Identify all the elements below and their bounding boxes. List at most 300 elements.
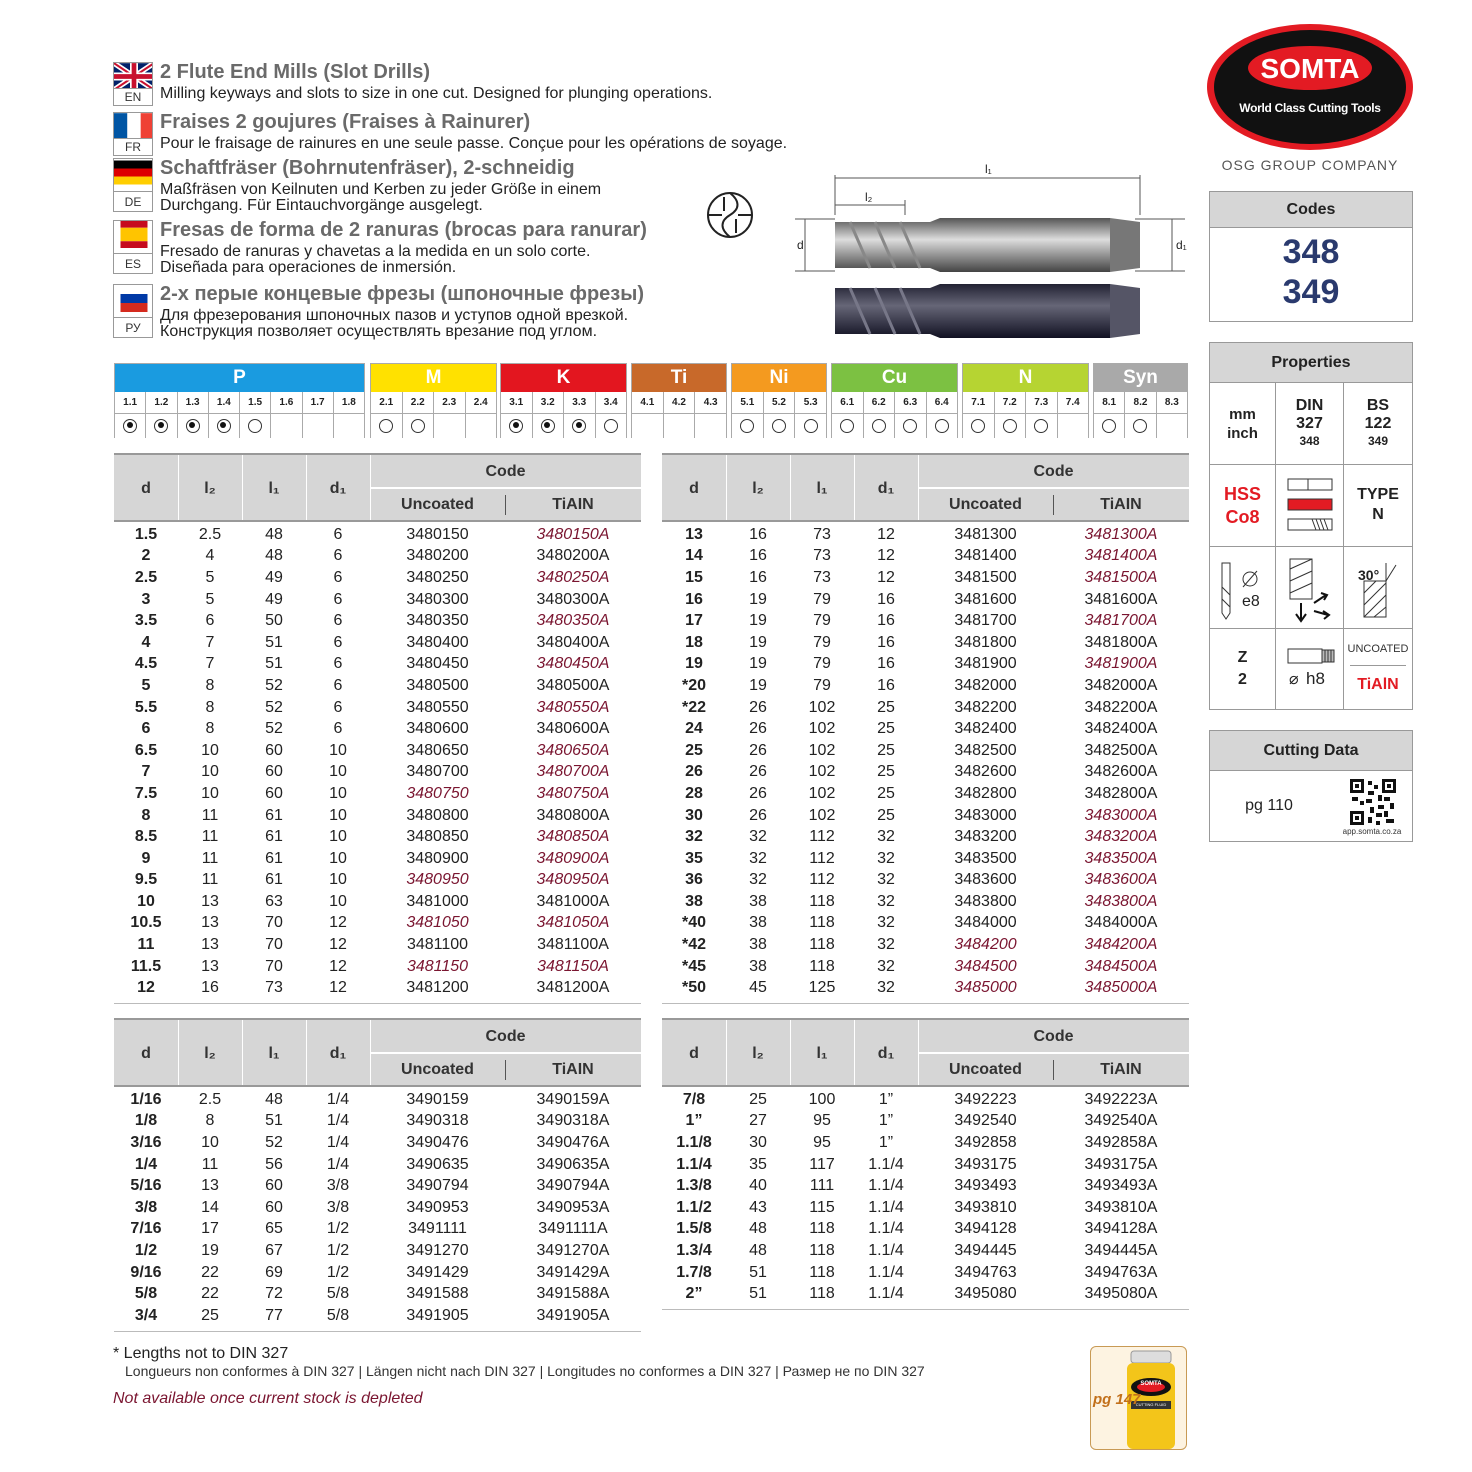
table-row [662,934,1189,956]
header-uncoated: Uncoated [401,496,474,513]
cell-l1: 102 [808,720,836,738]
cell-l1: 70 [265,936,283,954]
table-row [662,848,1189,870]
cell-l1: 72 [265,1285,283,1303]
material-subgroup-code: 7.3 [1026,392,1057,414]
shank-tolerance-label: e8 [1242,593,1260,610]
cell-l2: 13 [201,914,219,932]
cell-uncoated-code: 3483800 [954,892,1017,910]
cell-d1: 1.1/4 [868,1241,904,1259]
header-d: d [141,480,151,497]
material-group-label: P [115,364,364,392]
table-row [114,783,641,805]
material-subgroup [732,392,764,438]
table-row [662,1219,1189,1241]
header-code: Code [1033,1028,1074,1045]
cell-d1: 16 [877,655,895,673]
table-row [114,740,641,762]
din-number: 327 [1296,415,1323,432]
cell-l1: 67 [265,1241,283,1259]
cell-l1: 60 [265,1177,283,1195]
cell-tialn-code: 3481100A [537,936,609,954]
cell-d1: 25 [877,806,895,824]
cell-d: 7/16 [130,1220,162,1238]
cell-d: 14 [685,547,703,565]
material-subgroup [795,392,826,438]
cell-l1: 51 [265,655,283,673]
cell-tialn-code: 3484500A [1084,957,1158,975]
cell-l2: 40 [749,1177,767,1195]
cell-d1: 3/8 [326,1177,350,1195]
cell-d1: 1/2 [326,1263,350,1281]
cell-l1: 117 [809,1155,835,1173]
language-description: Fresado de ranuras y chavetas a la medida en un solo corte. [160,243,591,260]
cell-d: 1.3/8 [676,1177,712,1195]
cell-uncoated-code: 3483500 [954,849,1017,867]
cell-l2: 11 [201,806,219,824]
material-group-label: Cu [832,364,957,392]
code-348: 348 [1282,233,1340,271]
cell-tialn-code: 3494128A [1084,1220,1158,1238]
suitable-filled-icon [123,419,137,433]
cell-l2: 38 [749,892,767,910]
cell-l2: 7 [205,633,215,651]
material-subgroup-code: 4.2 [664,392,695,414]
cell-tialn-code: 3482000A [1084,676,1158,694]
cell-uncoated-code: 3481150 [406,957,469,975]
table-header [114,453,641,522]
cell-l2: 51 [749,1285,767,1303]
cell-uncoated-code: 3481700 [954,612,1017,630]
cell-uncoated-code: 3484000 [954,914,1017,932]
cell-d1: 1.1/4 [868,1198,904,1216]
language-description: Maßfräsen von Keilnuten und Kerben zu jeder Größe in einem [160,181,602,198]
russia-flag-icon [113,284,153,318]
material-subgroup [632,392,664,438]
cutting-fluid-ad[interactable] [1090,1346,1187,1450]
cell-d1: 12 [877,525,895,543]
cell-d1: 6 [333,612,343,630]
cell-l1: 50 [265,612,283,630]
cell-d1: 6 [333,525,343,543]
cell-l1: 102 [808,763,836,781]
codes-title: Codes [1210,192,1412,228]
cutting-data-url[interactable]: app.somta.co.za [1342,827,1402,836]
cell-l2: 2.5 [198,1090,222,1108]
cell-d1: 1” [878,1090,894,1108]
cell-l2: 38 [749,936,767,954]
cell-l2: 8 [205,720,215,738]
cell-tialn-code: 3494445A [1084,1241,1158,1259]
cell-tialn-code: 3484000A [1084,914,1158,932]
cell-uncoated-code: 3480450 [406,655,469,673]
cell-l2: 32 [749,828,767,846]
cell-l2: 45 [749,979,767,997]
cell-d: 9/16 [130,1263,162,1281]
material-subgroup-code: 5.1 [732,392,763,414]
cell-l2: 25 [749,1090,767,1108]
table-row [114,1240,641,1262]
cell-tialn-code: 3483600A [1084,871,1158,889]
header-d: d [689,1045,699,1062]
table-row [114,1262,641,1284]
language-description: Diseñada para operaciones de inmersión. [160,259,457,276]
header-code: Code [1033,463,1074,480]
cell-tialn-code: 3491588A [536,1285,610,1303]
cell-l1: 111 [809,1177,835,1195]
suitable-empty-icon [804,419,818,433]
material-subgroup [664,392,696,438]
table-row [662,891,1189,913]
cell-tialn-code: 3492858A [1084,1133,1158,1151]
cell-d: 38 [685,892,703,910]
cell-tialn-code: 3480500A [536,676,610,694]
cell-tialn-code: 3481050A [536,914,610,932]
table-row [114,1197,641,1219]
cell-uncoated-code: 3480900 [406,849,469,867]
cell-l1: 61 [265,871,283,889]
cell-d: 26 [685,763,703,781]
cell-l2: 11 [201,849,219,867]
cell-l1: 79 [813,655,831,673]
cell-tialn-code: 3480700A [536,763,610,781]
cell-l1: 79 [813,590,831,608]
table-row [662,956,1189,978]
material-subgroup-code: 1.8 [334,392,364,414]
cell-l1: 112 [809,871,835,889]
suitable-empty-icon [935,419,949,433]
material-group-cu [831,363,958,438]
cell-uncoated-code: 3481300 [954,525,1017,543]
cell-d: 24 [685,720,703,738]
material-subgroup [764,392,796,438]
cell-l1: 49 [265,590,283,608]
material-subgroup-code: 8.3 [1157,392,1187,414]
table-row [114,697,641,719]
material-subgroup-code: 3.1 [501,392,532,414]
cell-uncoated-code: 3494445 [954,1241,1017,1259]
qr-code-icon[interactable] [1350,779,1396,825]
material-subgroup [271,392,302,438]
cell-d: 3/16 [130,1133,162,1151]
cell-l2: 38 [749,914,767,932]
language-title: Fresas de forma de 2 ranuras (brocas para ranurar) [160,219,647,241]
cell-l2: 26 [749,806,767,824]
material-hss: HSS [1223,484,1261,504]
uk-flag-icon [113,62,153,89]
flutes-label: Z [1237,649,1248,666]
suitable-empty-icon [1133,419,1147,433]
cell-l1: 100 [808,1090,836,1108]
cell-d1: 10 [329,871,347,889]
table-row [662,870,1189,892]
cell-uncoated-code: 3492858 [954,1133,1017,1151]
cell-d: 10 [137,892,155,910]
cell-l1: 52 [265,720,283,738]
cell-d: 1.7/8 [676,1263,712,1281]
language-code: DE [113,192,153,212]
header-uncoated: Uncoated [401,1061,474,1078]
table-row [114,1089,641,1111]
table-row [114,826,641,848]
cell-l2: 43 [749,1198,767,1216]
cell-tialn-code: 3480450A [536,655,610,673]
material-subgroup [864,392,896,438]
cell-tialn-code: 3492223A [1084,1090,1158,1108]
cell-uncoated-code: 3482800 [954,784,1017,802]
cell-d: *40 [681,914,707,932]
language-description: Для фрезерования шпоночных пазов и уступов одной врезкой. [160,307,629,324]
cell-d: 1.1/8 [676,1133,712,1151]
material-subgroup-code: 3.3 [564,392,595,414]
cell-l2: 13 [201,936,219,954]
diagram-label-d1: d₁ [1176,238,1187,252]
cell-uncoated-code: 3492223 [954,1090,1017,1108]
cell-l2: 8 [205,698,215,716]
table-row [114,891,641,913]
material-subgroup [334,392,364,438]
suitable-empty-icon [840,419,854,433]
language-code: FR [113,139,153,156]
cell-tialn-code: 3480250A [536,568,610,586]
dimension-table-0 [114,453,641,1004]
cell-d: 9.5 [134,871,158,889]
table-row [114,1219,641,1241]
cell-d1: 1/4 [326,1090,350,1108]
cell-l1: 125 [808,979,836,997]
suitable-empty-icon [604,419,618,433]
material-subgroup [1026,392,1058,438]
cell-l2: 26 [749,763,767,781]
cell-uncoated-code: 3495080 [954,1285,1017,1303]
cell-d1: 16 [877,612,895,630]
cell-l1: 61 [265,849,283,867]
cell-l2: 25 [201,1306,219,1324]
material-subgroup-code: 1.1 [115,392,145,414]
suitable-filled-icon [217,419,231,433]
cell-uncoated-code: 3493493 [954,1177,1017,1195]
cell-l1: 77 [265,1306,283,1324]
cell-l2: 26 [749,784,767,802]
cell-d: 10.5 [130,914,162,932]
cell-l2: 11 [201,828,219,846]
cell-uncoated-code: 3481900 [954,655,1017,673]
suitable-empty-icon [1003,419,1017,433]
cell-l1: 70 [265,957,283,975]
material-subgroup-code: 2.1 [371,392,402,414]
cell-d: 7 [141,763,151,781]
suitable-empty-icon [903,419,917,433]
coating-tialn: TiAlN [1357,676,1399,693]
material-group-n [962,363,1089,438]
cell-tialn-code: 3480850A [536,828,610,846]
table-row [662,805,1189,827]
cell-tialn-code: 3491429A [536,1263,610,1281]
cell-d: 6.5 [134,741,158,759]
cell-d1: 5/8 [326,1285,350,1303]
material-group-k [500,363,627,438]
cell-d: 32 [685,828,703,846]
cell-tialn-code: 3484200A [1084,936,1158,954]
cell-l2: 38 [749,957,767,975]
material-subgroup-code: 1.6 [271,392,301,414]
cell-tialn-code: 3493810A [1084,1198,1158,1216]
cell-d: 1.3/4 [676,1241,712,1259]
cell-uncoated-code: 3481000 [406,892,469,910]
cell-d1: 1/4 [326,1112,350,1130]
cell-l2: 13 [201,957,219,975]
bs-code: 349 [1367,434,1389,448]
cell-l1: 102 [808,741,836,759]
cell-d1: 32 [877,914,895,932]
material-subgroup [695,392,726,438]
unit-inch: inch [1227,425,1258,442]
cutting-data-page[interactable]: pg 110 [1245,797,1293,814]
cell-d1: 32 [877,828,895,846]
cell-tialn-code: 3482800A [1084,784,1158,802]
cell-l1: 102 [808,784,836,802]
cell-l1: 52 [265,676,283,694]
cell-d: *22 [681,698,707,716]
material-subgroup-code: 5.2 [764,392,795,414]
header-d1: d₁ [877,480,895,497]
cell-d1: 1.1/4 [868,1263,904,1281]
cell-l2: 13 [201,1177,219,1195]
material-subgroup [564,392,596,438]
cell-d: 18 [685,633,703,651]
table-row [114,567,641,589]
cell-tialn-code: 3482400A [1084,720,1158,738]
material-group-label: K [501,364,626,392]
cell-d1: 25 [877,784,895,802]
cell-l1: 51 [265,1112,283,1130]
material-subgroup-code: 7.1 [963,392,994,414]
cell-tialn-code: 3481000A [536,892,610,910]
cell-uncoated-code: 3490635 [406,1155,469,1173]
table-row [114,977,641,999]
cell-uncoated-code: 3481500 [954,568,1017,586]
cell-l1: 118 [809,957,835,975]
cell-tialn-code: 3480600A [536,720,610,738]
cell-d: 3/8 [134,1198,158,1216]
material-subgroup [596,392,627,438]
material-subgroup-code: 3.2 [533,392,564,414]
table-row [114,718,641,740]
table-row [114,610,641,632]
cell-d: 7.5 [134,784,158,802]
cell-uncoated-code: 3490953 [406,1198,469,1216]
footnote-stock: Not available once current stock is depleted [113,1390,423,1407]
cell-d1: 32 [877,892,895,910]
cell-d1: 25 [877,720,895,738]
material-subgroup [303,392,334,438]
cell-d1: 6 [333,568,343,586]
cell-d1: 1/2 [326,1241,350,1259]
material-subgroup [927,392,958,438]
cell-l1: 102 [808,698,836,716]
shank-tolerance-icon [1210,547,1276,629]
material-group-ti [631,363,727,438]
cell-d1: 1/2 [326,1220,350,1238]
cell-tialn-code: 3480750A [536,784,610,802]
material-subgroup-code: 1.4 [209,392,239,414]
cell-tialn-code: 3481400A [1084,547,1158,565]
table-row [114,848,641,870]
cell-d1: 10 [329,763,347,781]
material-group-label: N [963,364,1088,392]
cell-l2: 11 [201,1155,219,1173]
cell-l2: 51 [749,1263,767,1281]
material-subgroup-code: 7.2 [995,392,1026,414]
cell-tialn-code: 3480350A [536,612,610,630]
suitable-filled-icon [541,419,555,433]
cell-d1: 6 [333,720,343,738]
cell-uncoated-code: 3480350 [406,612,469,630]
cell-l2: 48 [749,1241,767,1259]
cell-d: 17 [685,612,703,630]
cell-d1: 16 [877,676,895,694]
material-subgroup [832,392,864,438]
suitable-empty-icon [772,419,786,433]
cell-d: *42 [681,936,707,954]
cell-uncoated-code: 3483600 [954,871,1017,889]
table-row [662,783,1189,805]
cell-l2: 11 [201,871,219,889]
cutting-data-box [1209,730,1413,842]
header-uncoated: Uncoated [949,1061,1022,1078]
cell-d: 1.5 [134,525,158,543]
cell-d: 19 [685,655,703,673]
material-subgroup-code: 3.4 [596,392,627,414]
table-row [114,1132,641,1154]
cell-uncoated-code: 3485000 [954,979,1017,997]
cell-d1: 10 [329,828,347,846]
header-l1: l₁ [816,480,828,497]
cell-l2: 6 [205,612,215,630]
material-subgroup [146,392,177,438]
cell-l1: 73 [813,525,831,543]
cell-d1: 1.1/4 [868,1285,904,1303]
table-row [114,762,641,784]
table-row [662,1283,1189,1305]
cell-d: *45 [681,957,707,975]
cell-l2: 32 [749,849,767,867]
diagram-label-l2: l₂ [865,190,873,204]
cell-uncoated-code: 3491270 [406,1241,469,1259]
cell-uncoated-code: 3480200 [406,547,469,565]
code-349: 349 [1282,273,1340,311]
table-row [662,1089,1189,1111]
material-subgroup-code: 2.4 [466,392,497,414]
cell-l2: 26 [749,720,767,738]
language-code: РУ [113,318,153,338]
cell-tialn-code: 3490159A [536,1090,610,1108]
cell-uncoated-code: 3480550 [406,698,469,716]
material-subgroup-code: 1.2 [146,392,176,414]
france-flag-icon [113,112,153,139]
language-title: 2 Flute End Mills (Slot Drills) [160,61,431,83]
material-subgroup-code: 7.4 [1058,392,1089,414]
material-group-ni [731,363,827,438]
dimension-table-1 [662,453,1189,1004]
cell-l1: 112 [809,828,835,846]
cell-d1: 6 [333,547,343,565]
cell-l1: 79 [813,612,831,630]
language-description: Milling keyways and slots to size in one cut. Designed for plunging operations. [160,85,713,102]
cell-d1: 32 [877,871,895,889]
coating-uncoated: UNCOATED [1347,643,1409,655]
cell-uncoated-code: 3490159 [406,1090,469,1108]
